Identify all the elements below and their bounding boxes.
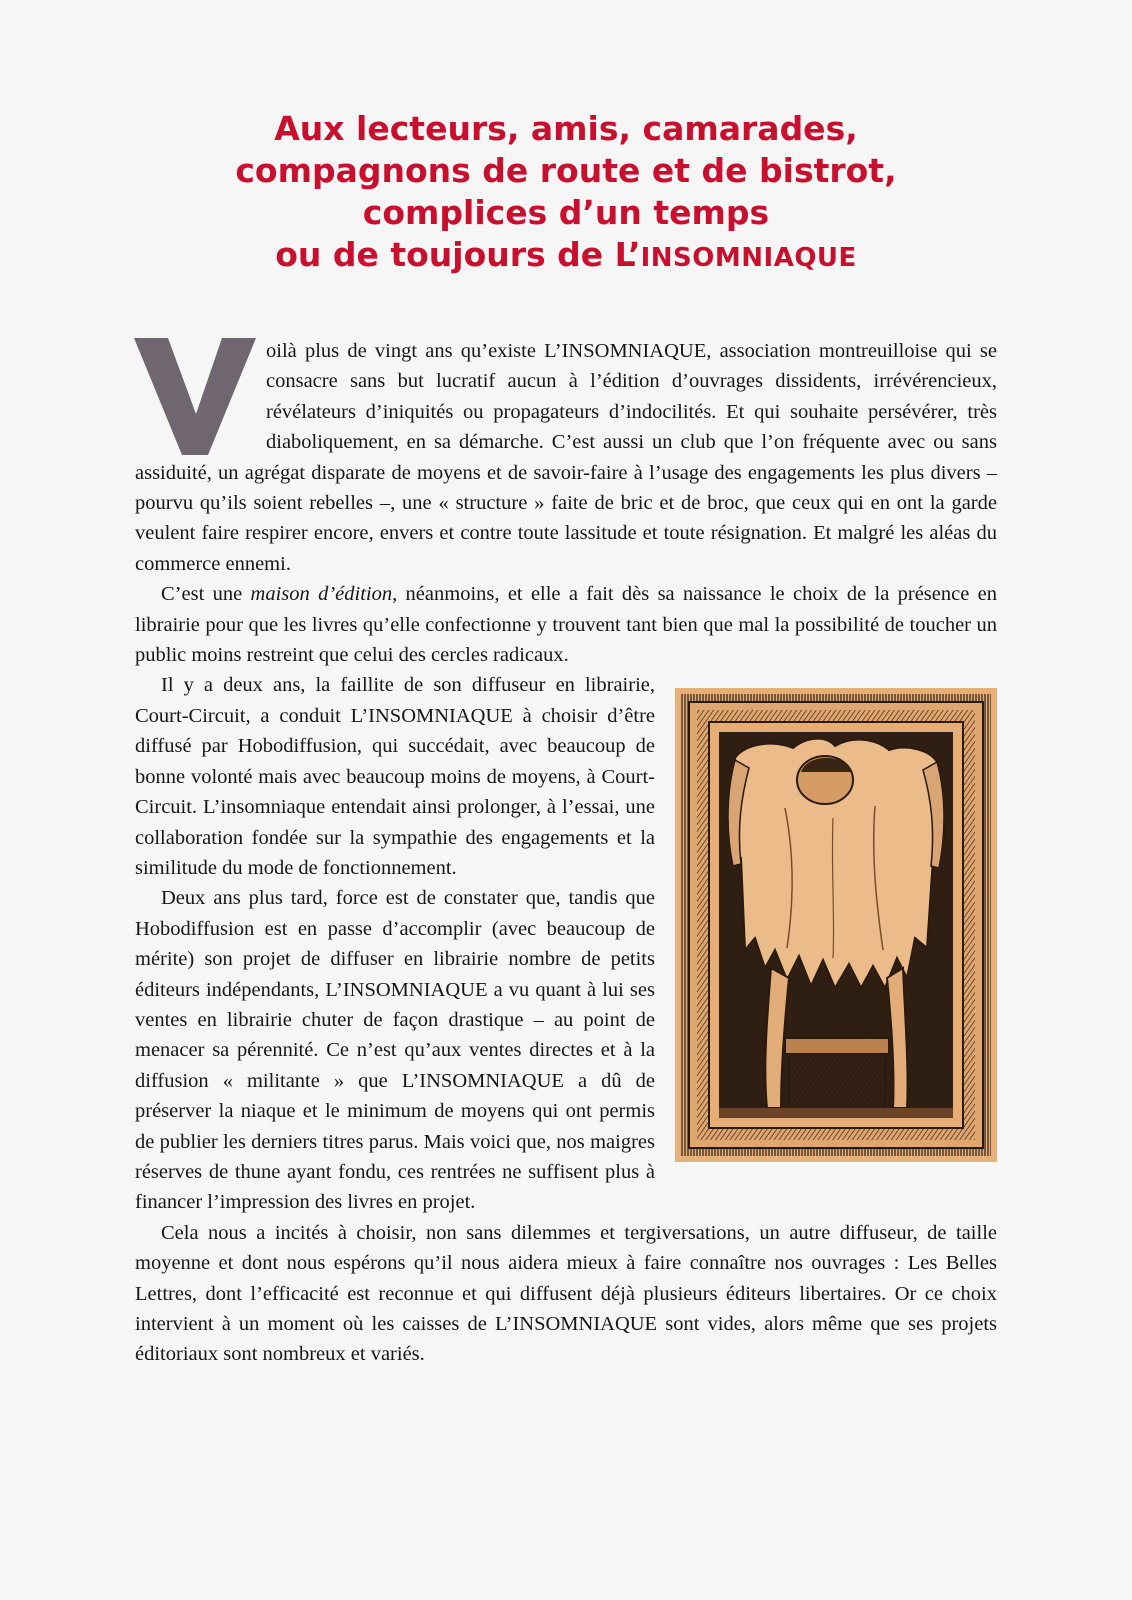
publisher-name: INSOMNIAQUE (419, 1069, 564, 1092)
drop-cap-v (134, 338, 256, 455)
paragraph-1 (135, 336, 997, 579)
title-line-1: Aux lecteurs, amis, camarades, (274, 109, 858, 148)
engraving-illustration (675, 688, 997, 1162)
engraving-hanging-skin-icon (675, 688, 997, 1162)
title-line-2: compagnons de route et de bistrot, (235, 151, 897, 190)
title-publisher-name: INSOMNIAQUE (640, 243, 857, 273)
paragraph-2-text-b: , néanmoins, et elle a fait dès sa naissance le choix de la présence en librairie pour que les livres qu’elle confectionne y trouvent tant bien que mal la possibilité de toucher un public moins restreint que celui des cercles radicaux. (135, 583, 997, 667)
paragraph-4-text-c: a dû de préserver la niaque et le minimum de moyens qui ont permis de publier les derniers titres parus. Mais voici que, nos maigres réserves de thune ayant fondu, ces rentrées ne suffisent plus à financer l’impression des livres en projet. (135, 1069, 656, 1214)
paragraph-1-text-b: , association montreuilloise qui se consacre sans but lucratif aucun à l’édition d’ouvrages dissidents, irrévérencieux, révélateurs d’iniquités ou propagateurs d’indocilités. Et qui souhaite persévérer, très diaboliquement, en sa démarche. C’est aussi un club que l’on fréquente avec ou sans assiduité, un agrégat disparate de moyens et de savoir-faire à l’usage des engagements les plus divers – pourvu qu’ils soient rebelles –, une « structure » faite de bric et de broc, que ceux qui en ont la garde veulent faire respirer encore, envers et contre toute lassitude et toute résignation. Et malgré les aléas du commerce ennemi. (135, 340, 997, 575)
drop-cap-v-glyph (134, 338, 256, 455)
emphasis-maison-edition: maison d’édition (250, 583, 393, 606)
paragraph-1-text-a: oilà plus de vingt ans qu’existe L’ (266, 340, 562, 362)
paragraph-3-text-a: Il y a deux ans, la faillite de son diffuseur en librairie, Court-Circuit, a conduit L’ (135, 674, 655, 727)
title-line-3: complices d’un temps (362, 193, 770, 232)
article-body (135, 336, 997, 1370)
paragraph-4-text-b: a vu quant à lui ses ventes en librairie chuter de façon drastique – au point de menacer sa pérennité. Ce n’est qu’aux ventes directes et à la diffusion « militante » que L’ (135, 978, 655, 1092)
publisher-name: INSOMNIAQUE (561, 340, 707, 362)
title-line-4 (110, 234, 1022, 279)
paragraph-5-text-b: sont vides, alors même que ses projets éditoriaux sont nombreux et variés. (135, 1313, 997, 1366)
paragraph-2-text-a: C’est une (161, 583, 251, 606)
publisher-name: INSOMNIAQUE (512, 1313, 658, 1335)
title-line-4-text: ou de toujours de L’ (275, 235, 641, 274)
publisher-name: INSOMNIAQUE (368, 704, 513, 727)
paragraph-2 (135, 579, 997, 670)
paragraph-5 (135, 1218, 997, 1370)
paragraph-5-text-a: Cela nous a incités à choisir, non sans dilemmes et tergiversations, un autre diffuseur, de taille moyenne et dont nous espérons qu’il nous aidera mieux à faire connaître nos ouvrages : Les Belles Lettres, dont l’efficacité est reconnue et qui diffusent déjà plusieurs éditeurs libertaires. Or ce choix intervient à un moment où les caisses de L’ (135, 1221, 997, 1335)
paragraph-4-text-a: Deux ans plus tard, force est de constater que, tandis que Hobodiffusion est en passe d’accomplir (avec beaucoup de mérite) son projet de diffuser en librairie nombre de petits éditeurs indépendants, L’ (135, 887, 655, 1001)
page-title (110, 108, 1022, 279)
publisher-name: INSOMNIAQUE (342, 978, 488, 1001)
paragraph-3-text-b: à choisir d’être diffusé par Hobodiffusion, qui succédait, avec beaucoup de bonne volonté mais avec beaucoup moins de moyens, à Court-Circuit. L’insomniaque entendait ainsi prolonger, à l’essai, une collaboration fondée sur la sympathie des engagements et la similitude du mode de fonctionnement. (135, 704, 655, 879)
